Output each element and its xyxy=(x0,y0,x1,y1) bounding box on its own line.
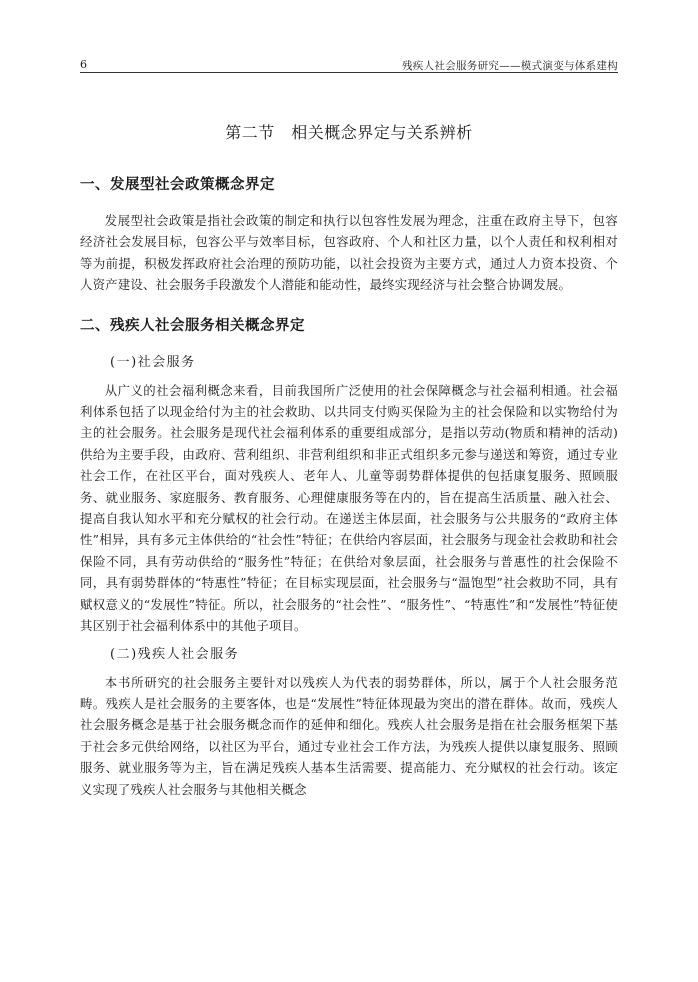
paragraph-disability-social-service: 本书所研究的社会服务主要针对以残疾人为代表的弱势群体，所以，属于个人社会服务范畴。残疾人是社会服务的主要客体，也是“发展性”特征体现最为突出的潜在群体。故而，残疾人社会服务概念是基于社会服务概念而作的延伸和细化。残疾人社会服务是指在社会服务框架下基于社会多元供给网络，以社区为平台，通过专业社会工作方法，为残疾人提供以康复服务、照顾服务、就业服务等为主，旨在满足残疾人基本生活需要、提高能力、充分赋权的社会行动。该定义实现了残疾人社会服务与其他相关概念 xyxy=(80,674,618,797)
page-body xyxy=(80,120,618,800)
running-title: 残疾人社会服务研究——模式演变与体系建构 xyxy=(402,60,618,72)
heading-disability-service-concepts: 二、残疾人社会服务相关概念界定 xyxy=(80,317,305,334)
page-header xyxy=(80,50,618,73)
paragraph-development-policy: 发展型社会政策是指社会政策的制定和执行以包容性发展为理念，注重在政府主导下，包容经济社会发展目标，包容公平与效率目标，包容政府、个人和社区力量，以个人责任和权利相对等为前提，积极发挥政府社会治理的预防功能，以社会投资为主要方式，通过人力资本投资、个人资产建设、社会服务手段激发个人潜能和能动性，最终实现经济与社会整合协调发展。 xyxy=(80,213,618,293)
subheading-disability-social-service: (二)残疾人社会服务 xyxy=(110,646,240,662)
subheading-social-service: (一)社会服务 xyxy=(110,354,196,370)
section-title: 第二节 相关概念界定与关系辨析 xyxy=(225,123,473,142)
paragraph-social-service: 从广义的社会福利概念来看，目前我国所广泛使用的社会保障概念与社会福利相通。社会福利体系包括了以现金给付为主的社会救助、以共同支付购买保险为主的社会保险和以实物给付为主的社会服务。社会服务是现代社会福利体系的重要组成部分，是指以劳动(物质和精神的活动)供给为主要手段，由政府、营利组织、非营利组织和非正式组织多元参与递送和筹资，通过专业社会工作，在社区平台，面对残疾人、老年人、儿童等弱势群体提供的包括康复服务、照顾服务、就业服务、家庭服务、教育服务、心理健康服务等在内的，旨在提高生活质量、融入社会、提高自我认知水平和充分赋权的社会行动。在递送主体层面，社会服务与公共服务的“政府主体性”相异，具有多元主体供给的“社会性”特征；在供给内容层面，社会服务与现金社会救助和社会保险不同，具有劳动供给的“服务性”特征；在供给对象层面，社会服务与普惠性的社会保险不同，具有弱势群体的“特惠性”特征；在目标实现层面，社会服务与“温饱型”社会救助不同，具有赋权意义的“发展性”特征。所以，社会服务的“社会性”、“服务性”、“特惠性”和“发展性”特征使其区别于社会福利体系中的其他子项目。 xyxy=(80,382,618,634)
page-number: 6 xyxy=(80,58,87,71)
heading-development-policy: 一、发展型社会政策概念界定 xyxy=(80,177,275,193)
